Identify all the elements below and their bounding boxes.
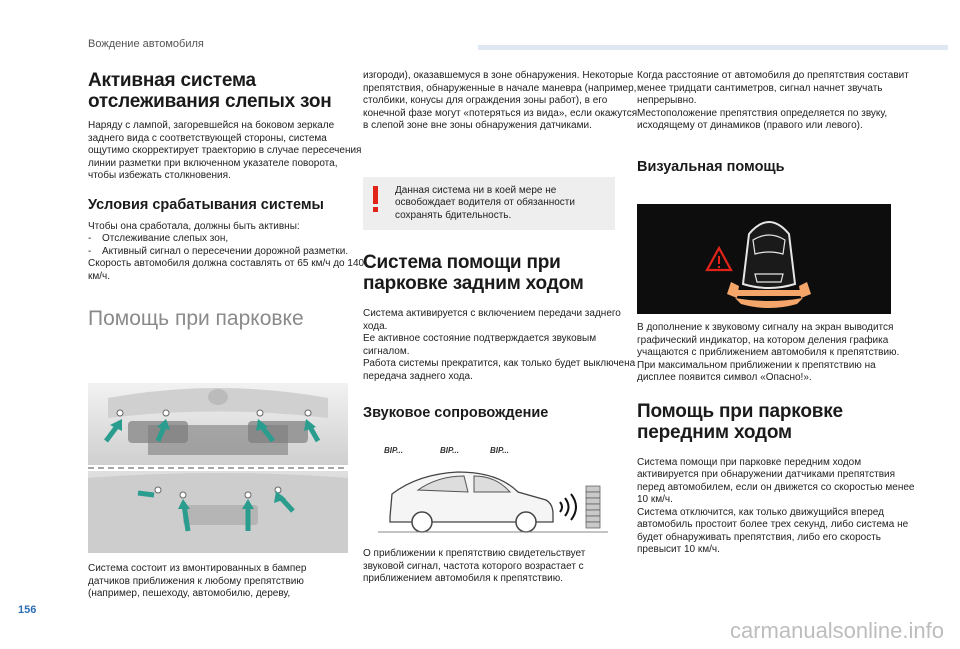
title-rear-parking: Система помощи при парковке задним ходом [363,252,584,294]
column-2 [363,70,643,429]
warning-icon [373,186,378,212]
sound-text: О приближении к препятствию свидетельствует звуковой сигнал, частота которого возрастает с приближением автомобиля к препятствию. [363,548,586,584]
conditions-list [88,233,368,258]
condition-item: - Активный сигнал о пересечении дорожной разметки. [88,246,368,259]
beep-label: BIP... [490,446,509,455]
column-1 [88,70,368,331]
visual-text: В дополнение к звуковому сигналу на экран выводится графический индикатор, на котором деления графика учащаются с приближением автомобиля к препятствию. При максимальном приближении к препятствию на дисплее появится символ «Опасно!». [637,322,900,383]
title-blind-spot: Активная система отслеживания слепых зон [88,70,332,112]
detection-continued: изгороди), оказавшемуся в зоне обнаружения. Некоторые препятствия, обнаруженные в начале маневра (например, столбики, конусы для ограждения зоны работ), в его конечной фазе могут «потеряться из вида», если окажутся в слепой зоне вне зоны обнаружения датчиками. [363,70,638,131]
beep-label: BIP... [384,446,403,455]
parking-title: Помощь при парковке [88,307,304,330]
warning-text: Данная система ни в коей мере не освобождает водителя от обязанности сохранять бдительность. [395,184,575,221]
rear-bumper-sensors-image [88,383,348,553]
bumper-caption: Система состоит из вмонтированных в бампер датчиков приближения к любому препятствию (например, пешеходу, автомобилю, дереву, [88,563,307,599]
parking-display-image [637,204,891,314]
conditions-intro: Чтобы она сработала, должны быть активны: [88,220,300,232]
conditions-title: Условия срабатывания системы [88,196,324,213]
title-front-parking: Помощь при парковке передним ходом [637,400,843,443]
speed-text: Скорость автомобиля должна составлять от 65 км/ч до 140 км/ч. [88,258,365,282]
condition-item: - Отслеживание слепых зон, [88,233,368,246]
warning-box [363,177,615,231]
header-bar [478,45,948,50]
rear-parking-text: Система активируется с включением передачи заднего хода. Ее активное состояние подтверждается звуковым сигналом. Работа системы прекратится, как только будет выключена передача заднего хода. [363,308,636,382]
sound-title: Звуковое сопровождение [363,405,549,421]
page-number: 156 [18,604,37,616]
column-3-lower [637,322,917,557]
column-3 [637,70,917,183]
watermark: carmanualsonline.info [729,618,944,643]
sound-illustration [378,442,608,542]
distance-text: Когда расстояние от автомобиля до препятствия составит менее тридцати сантиметров, сигнал начнет звучать непрерывно. Местоположение препятствия определяется по звуку, исходящему от динамиков (правого или левого). [637,70,909,131]
section-header: Вождение автомобиля [88,38,204,50]
blind-spot-intro: Наряду с лампой, загоревшейся на боковом зеркале заднего вида с соответствующей стороны, система ощутимо скорректирует траекторию в случае пересечения линии разметки при включенном указателе поворота, чтобы избежать столкновения. [88,120,362,181]
beep-label: BIP... [440,446,459,455]
visual-title: Визуальная помощь [637,158,785,175]
front-parking-text: Система помощи при парковке передним ходом активируется при обнаружении датчиками препятствия перед автомобилем, если он движется со скоростью менее 10 км/ч. Система отключится, как только движущийся вперед автомобиль простоит более трех секунд, либо система не будет обнаруживать препятствия, либо его скорость превысит 10 км/ч. [637,456,915,555]
